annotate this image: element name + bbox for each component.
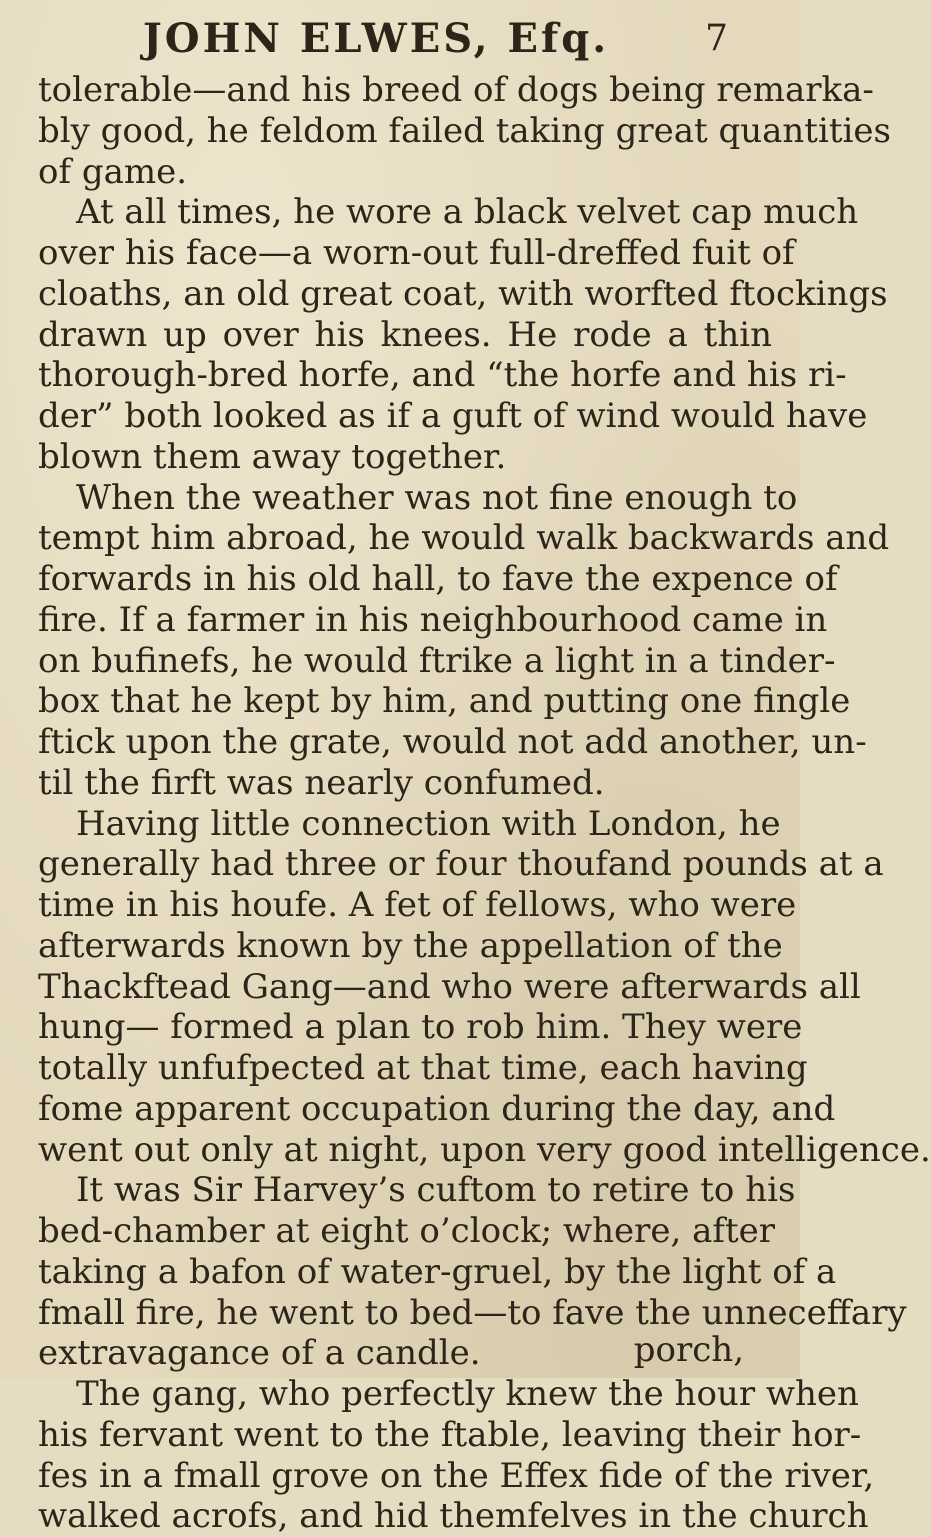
text-line: At all times, he wore a black velvet cap much <box>76 192 859 233</box>
text-line: bed-chamber at eight o’clock; where, after <box>38 1211 775 1251</box>
text-line: thorough-bred horfe, and “the horfe and his ri- <box>38 355 847 396</box>
text-line: box that he kept by him, and putting one fingle <box>38 681 851 722</box>
text-line: fome apparent occupation during the day, and <box>38 1088 836 1129</box>
text-line: of game. <box>38 151 188 192</box>
text-line: went out only at night, upon very good intelligence. <box>38 1129 931 1170</box>
text-line: extravagance of a candle. <box>38 1333 481 1374</box>
text-line: blown them away together. <box>38 436 507 477</box>
text-line: der” both looked as if a guft of wind would have <box>38 396 868 436</box>
body-text <box>38 70 931 1537</box>
text-line: Thackftead Gang—and who were afterwards all <box>38 966 861 1007</box>
text-line: drawn up over his knees. He rode a thin <box>38 314 772 355</box>
text-line: over his face—a worn-out full-dreffed fuit of <box>38 233 795 273</box>
text-line: When the weather was not fine enough to <box>76 477 798 518</box>
text-line: generally had three or four thoufand pounds at a <box>38 844 884 885</box>
page-number: 7 <box>705 18 728 59</box>
running-head: JOHN ELWES, Efq. <box>142 15 610 62</box>
text-line: cloaths, an old great coat, with worfted ftockings <box>38 273 888 314</box>
text-line: on bufinefs, he would ftrike a light in a tinder- <box>38 640 836 681</box>
text-line: taking a bafon of water-gruel, by the light of a <box>38 1251 837 1292</box>
text-line: fes in a fmall grove on the Effex fide of the river, <box>38 1455 875 1496</box>
catchword: porch, <box>633 1330 744 1370</box>
text-line: The gang, who perfectly knew the hour when <box>76 1374 859 1414</box>
text-line: hung— formed a plan to rob him. They were <box>38 1007 803 1048</box>
text-line: tolerable—and his breed of dogs being remarka- <box>38 70 874 110</box>
text-line: fire. If a farmer in his neighbourhood came in <box>38 599 828 640</box>
text-line: time in his houfe. A fet of fellows, who were <box>38 885 797 925</box>
text-line: til the firft was nearly confumed. <box>38 762 605 803</box>
text-line: walked acrofs, and hid themfelves in the church <box>38 1496 869 1537</box>
text-line: bly good, he feldom failed taking great quantities <box>38 110 891 151</box>
text-line: forwards in his old hall, to fave the expence of <box>38 559 838 599</box>
text-line: Having little connection with London, he <box>76 803 781 844</box>
text-line: his fervant went to the ftable, leaving their hor- <box>38 1414 862 1455</box>
text-line: fmall fire, he went to bed—to fave the unneceffary <box>38 1292 907 1333</box>
text-line: tempt him abroad, he would walk backwards and <box>38 518 890 559</box>
text-line: ftick upon the grate, would not add another, un- <box>38 722 867 762</box>
page-header <box>0 14 800 64</box>
text-line: It was Sir Harvey’s cuftom to retire to his <box>76 1170 796 1211</box>
text-line: totally unfufpected at that time, each having <box>38 1048 808 1088</box>
text-line: afterwards known by the appellation of the <box>38 925 783 966</box>
